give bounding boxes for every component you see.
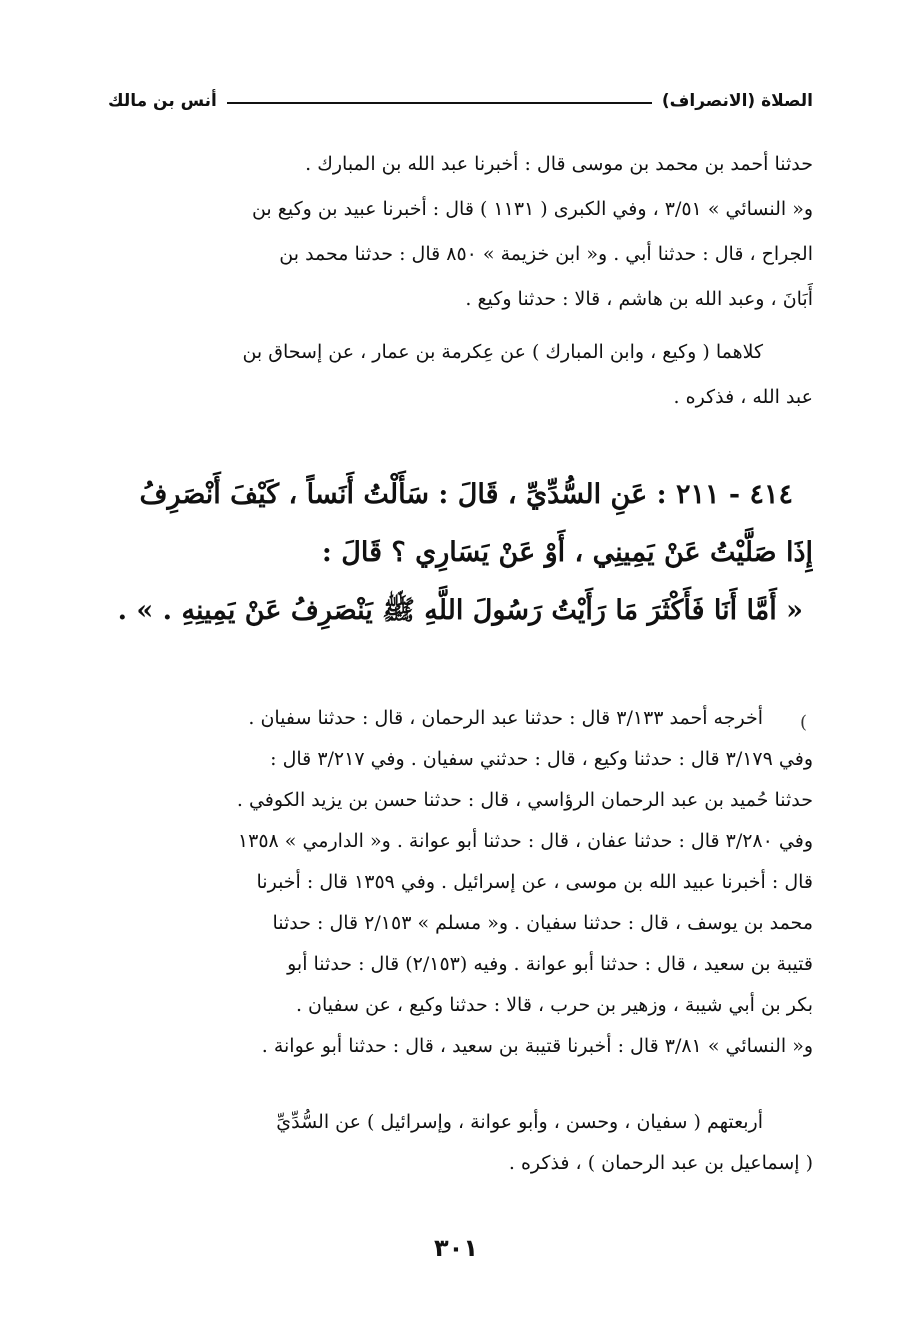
text-line: وفي ٣/١٧٩ قال : حدثنا وكيع ، قال : حدثني سفيان . وفي ٣/٢١٧ قال : — [270, 748, 813, 770]
text-line: و« النسائي » ٣/٥١ ، وفي الكبرى ( ١١٣١ ) قال : أخبرنا عبيد بن وكيع بن — [251, 198, 813, 220]
text-line: كلاهما ( وكيع ، وابن المبارك ) عن عِكرمة بن عمار ، عن إسحاق بن — [242, 341, 763, 363]
text-line: قتيبة بن سعيد ، قال : حدثنا أبو عوانة . وفيه (٢/١٥٣) قال : حدثنا أبو — [287, 953, 813, 975]
text-line: محمد بن يوسف ، قال : حدثنا سفيان . و« مسلم » ٢/١٥٣ قال : حدثنا — [272, 912, 813, 934]
text-line: و« النسائي » ٣/٨١ قال : أخبرنا قتيبة بن سعيد ، قال : حدثنا أبو عوانة . — [261, 1035, 813, 1057]
hadith-line: إِذَا صَلَّيْتُ عَنْ يَمِينِي ، أَوْ عَنْ يَسَارِي ؟ قَالَ : — [321, 537, 813, 568]
hadith-line: « أَمَّا أَنَا فَأَكْثَرَ مَا رَأَيْتُ رَسُولَ اللَّهِ ﷺ يَنْصَرِفُ عَنْ يَمِينِهِ . » . — [117, 595, 803, 626]
intro-paragraph-2 — [108, 330, 813, 420]
text-line: بكر بن أبي شيبة ، وزهير بن حرب ، قالا : حدثنا وكيع ، عن سفيان . — [295, 994, 813, 1016]
chapter-heading: الصلاة (الانصراف) — [661, 91, 813, 111]
running-header — [108, 86, 813, 116]
text-line: أَبَانَ ، وعبد الله بن هاشم ، قالا : حدثنا وكيع . — [465, 288, 813, 310]
text-line: حدثنا حُميد بن عبد الرحمان الرؤاسي ، قال : حدثنا حسن بن يزيد الكوفي . — [236, 789, 813, 811]
page-number: ٣٠١ — [434, 1234, 478, 1262]
text-line: قال : أخبرنا عبيد الله بن موسى ، عن إسرائيل . وفي ١٣٥٩ قال : أخبرنا — [256, 871, 813, 893]
takhrij-paragraph-1 — [108, 698, 813, 1067]
text-line: وفي ٣/٢٨٠ قال : حدثنا عفان ، قال : حدثنا أبو عوانة . و« الدارمي » ١٣٥٨ — [237, 830, 813, 852]
text-line: الجراح ، قال : حدثنا أبي . و« ابن خزيمة » ٨٥٠ قال : حدثنا محمد بن — [279, 243, 813, 265]
footnote-marker: ( — [800, 712, 808, 733]
text-line: ( إسماعيل بن عبد الرحمان ) ، فذكره . — [508, 1152, 813, 1174]
takhrij-paragraph-2 — [108, 1102, 813, 1184]
intro-paragraph-1 — [108, 142, 813, 322]
book-title: أنس بن مالك — [108, 91, 217, 111]
header-rule — [227, 102, 652, 104]
hadith-line: ٤١٤ - ٢١١ : عَنِ السُّدِّيِّ ، قَالَ : سَأَلْتُ أَنَساً ، كَيْفَ أَنْصَرِفُ — [139, 479, 793, 510]
text-line: حدثنا أحمد بن محمد بن موسى قال : أخبرنا عبد الله بن المبارك . — [305, 153, 813, 175]
text-line: عبد الله ، فذكره . — [673, 386, 813, 408]
text-line: أخرجه أحمد ٣/١٣٣ قال : حدثنا عبد الرحمان ، قال : حدثنا سفيان . — [248, 707, 763, 729]
text-line: أربعتهم ( سفيان ، وحسن ، وأبو عوانة ، وإسرائيل ) عن السُّدِّيِّ — [276, 1111, 763, 1133]
hadith-text — [108, 466, 813, 640]
